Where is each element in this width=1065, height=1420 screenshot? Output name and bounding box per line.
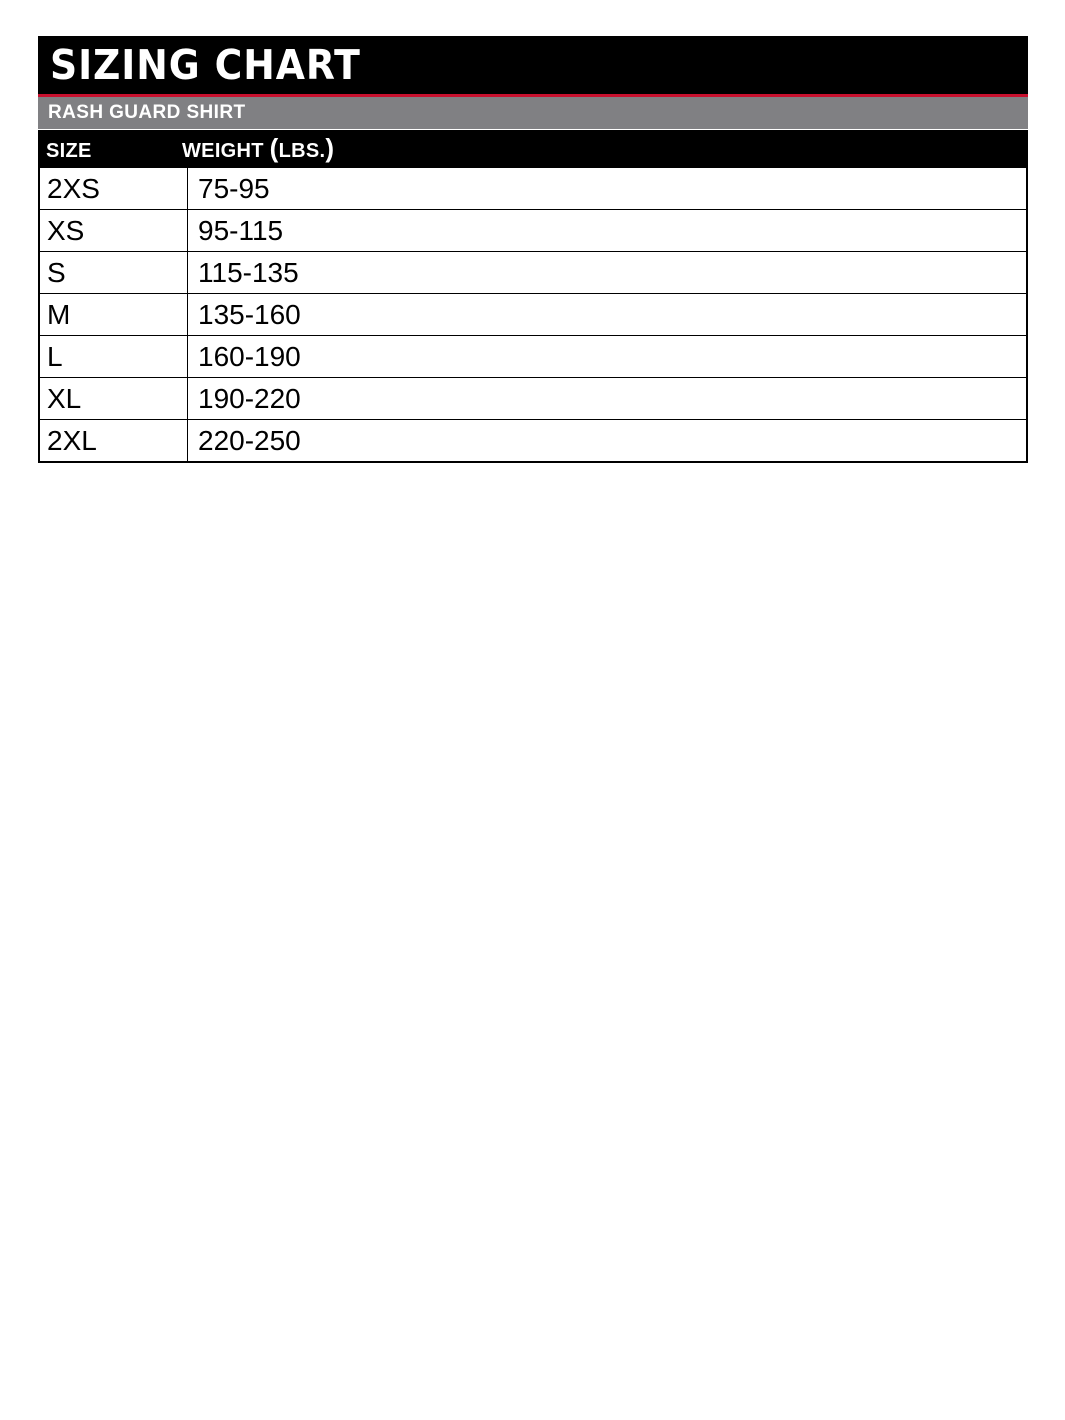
cell-weight: 135-160	[188, 294, 1028, 336]
cell-weight: 220-250	[188, 420, 1028, 463]
chart-subtitle: RASH GUARD SHIRT	[48, 102, 246, 123]
cell-size: 2XL	[39, 420, 188, 463]
cell-size: L	[39, 336, 188, 378]
column-header-weight-unit: LBS.	[278, 140, 326, 162]
cell-size: XL	[39, 378, 188, 420]
table-row	[39, 252, 1027, 294]
column-header-weight-paren-close: )	[325, 133, 335, 163]
chart-title-bar	[38, 36, 1028, 94]
cell-size: 2XS	[39, 168, 188, 210]
table-row	[39, 336, 1027, 378]
table-row	[39, 168, 1027, 210]
cell-weight: 160-190	[188, 336, 1028, 378]
cell-size: XS	[39, 210, 188, 252]
column-header-weight-main: WEIGHT	[182, 140, 270, 162]
table-row	[39, 210, 1027, 252]
table-row	[39, 420, 1027, 463]
cell-weight: 75-95	[188, 168, 1028, 210]
sizing-table	[38, 167, 1028, 463]
cell-size: M	[39, 294, 188, 336]
table-row	[39, 378, 1027, 420]
page-title: SIZING CHART	[50, 40, 361, 89]
cell-weight: 95-115	[188, 210, 1028, 252]
table-row	[39, 294, 1027, 336]
cell-size: S	[39, 252, 188, 294]
column-header-size: SIZE	[46, 140, 92, 162]
column-header-weight-paren-open: (	[269, 133, 279, 163]
cell-weight: 115-135	[188, 252, 1028, 294]
cell-weight: 190-220	[188, 378, 1028, 420]
column-header-weight	[178, 133, 335, 167]
table-header-row	[38, 130, 1028, 167]
sizing-chart	[38, 36, 1028, 463]
chart-subtitle-bar	[38, 97, 1028, 130]
